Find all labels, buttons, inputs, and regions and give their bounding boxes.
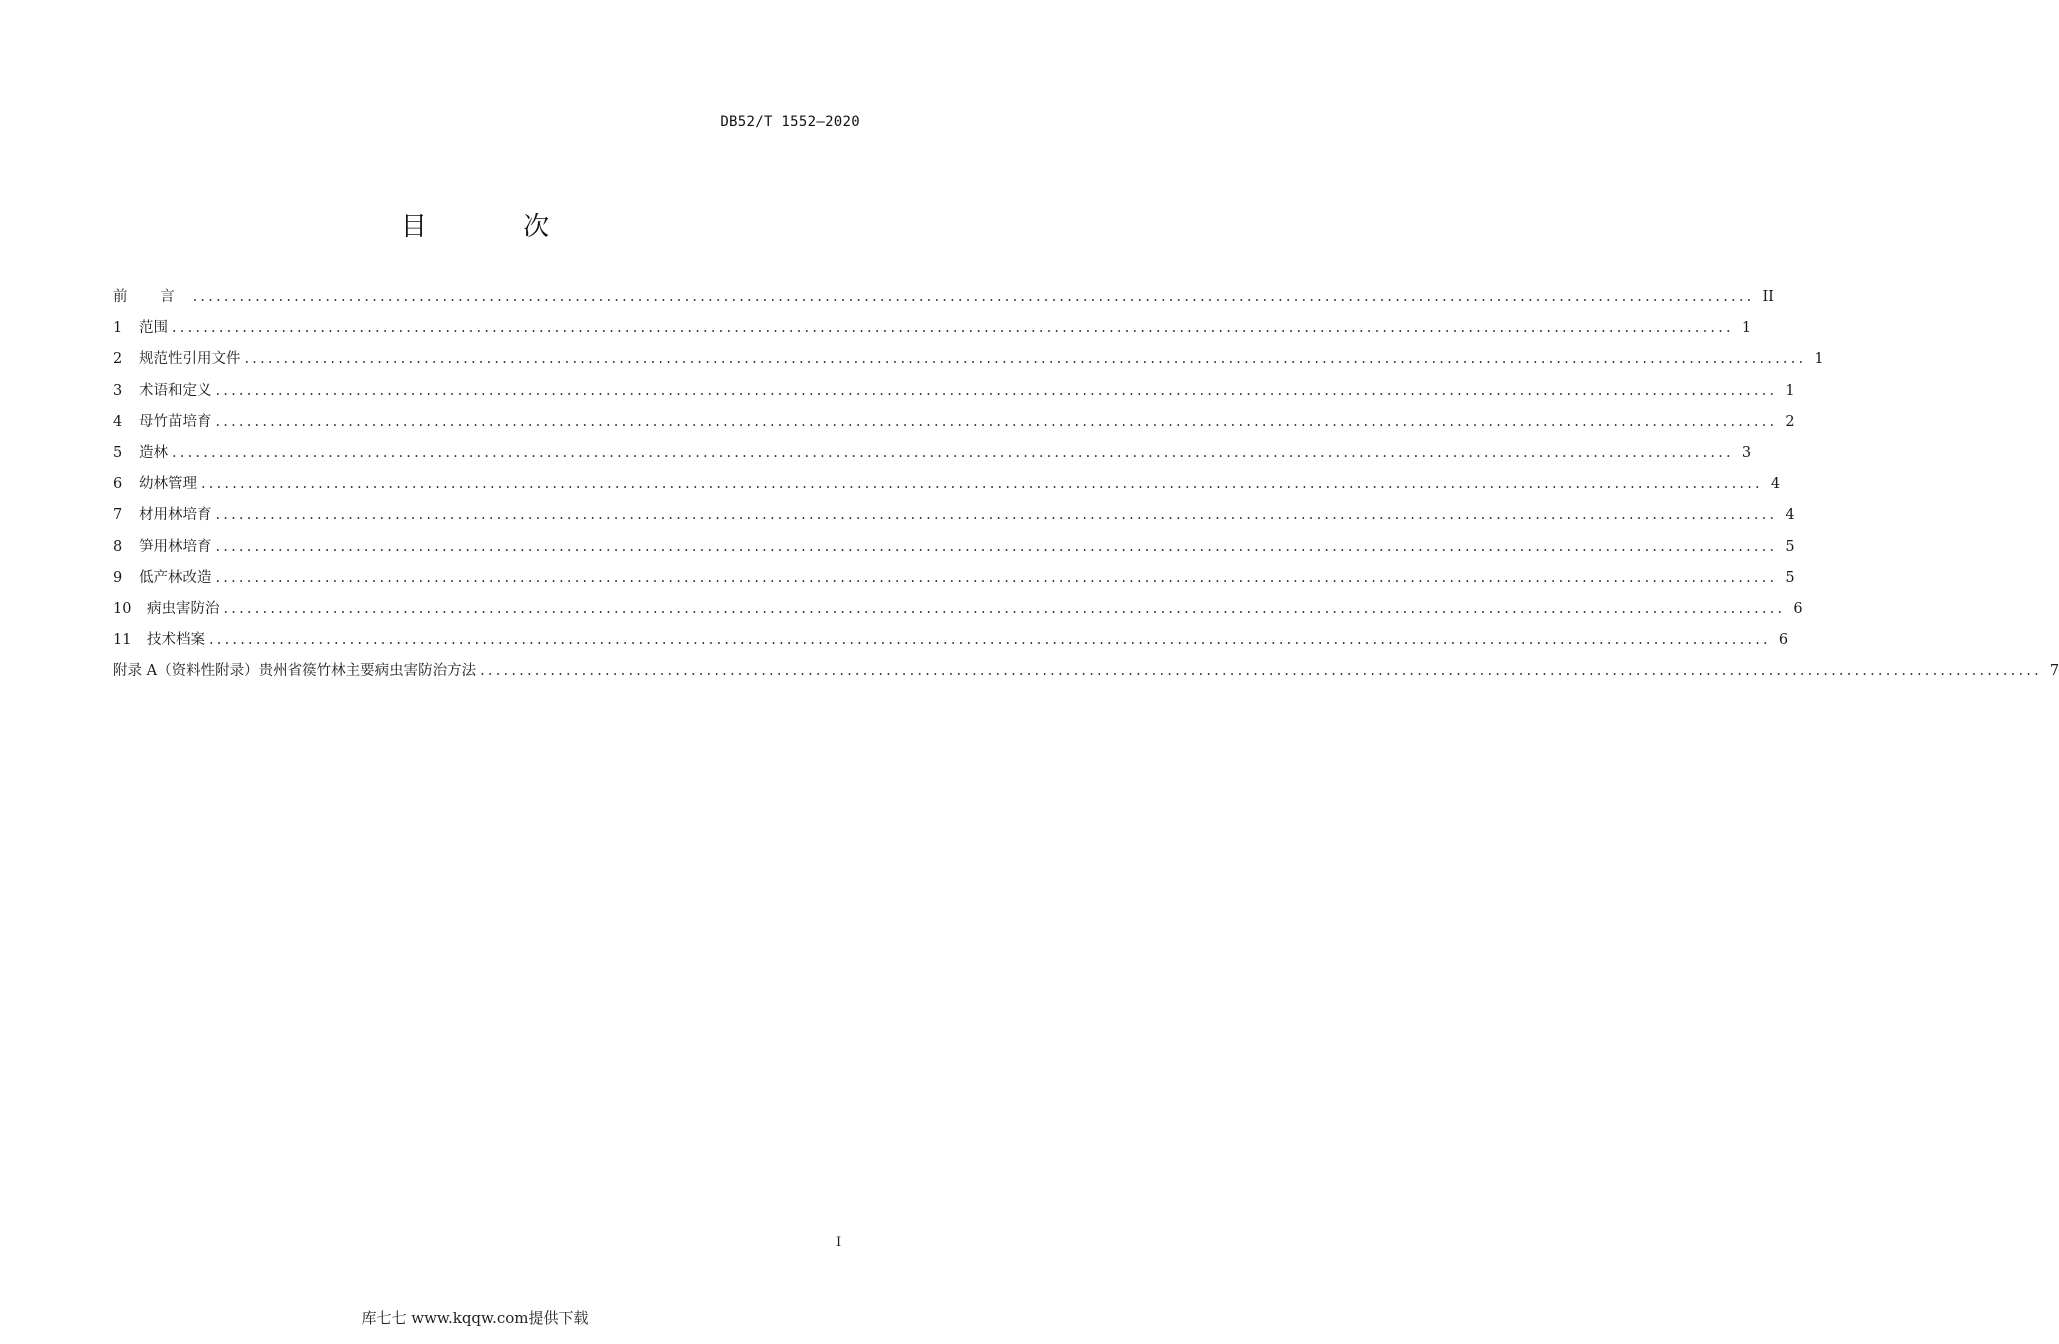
toc-entry-title: 范围 [139, 320, 168, 337]
page-number: I [836, 1235, 842, 1250]
toc-entry[interactable] [113, 348, 1824, 379]
toc-entry-title: 造林 [139, 444, 168, 461]
toc-entry-page: 3 [1741, 444, 1752, 461]
toc-entry-page: 1 [1785, 382, 1795, 399]
toc-entry-number: 6 [113, 476, 123, 493]
toc-entry-page: 1 [1814, 351, 1824, 368]
toc-entry-title: 贵州省篌竹林主要病虫害防治方法 [258, 663, 477, 680]
toc-entry[interactable] [113, 380, 1795, 411]
standard-code: DB52/T 1552—2020 [720, 114, 860, 130]
toc-leader-dots: ........................................................................................................................................................................................................ [215, 538, 1778, 555]
toc-entry[interactable] [113, 504, 1795, 535]
toc-entry-number: 2 [113, 351, 123, 368]
toc-leader-dots: ........................................................................................................................................................................................................ [223, 600, 1786, 617]
toc-entry-page: 6 [1793, 600, 1803, 617]
toc-entry-number: 4 [113, 413, 123, 430]
toc-entry-page: 5 [1785, 538, 1795, 555]
toc-entry-number: 1 [113, 320, 123, 337]
toc-entry-page: 1 [1741, 320, 1752, 337]
toc-entry-title: 幼林管理 [139, 476, 197, 493]
toc-leader-dots: ........................................................................................................................................................................................................ [215, 507, 1778, 524]
toc-entry-title: 规范性引用文件 [139, 351, 241, 368]
toc-entry[interactable] [113, 317, 1752, 348]
toc-leader-dots: ........................................................................................................................................................................................................ [192, 289, 1755, 305]
toc-entry-page: 7 [2049, 663, 2059, 680]
page-title: 目 次 [400, 212, 594, 242]
toc-entry[interactable] [113, 536, 1795, 567]
toc-leader-dots: ........................................................................................................................................................................................................ [215, 413, 1778, 430]
toc-leader-dots: ........................................................................................................................................................................................................ [244, 351, 1807, 368]
appendix-label: 附录 A（资料性附录） [113, 663, 259, 680]
toc-entry[interactable] [113, 629, 1789, 660]
toc-entry[interactable] [113, 411, 1795, 442]
toc-entry-title: 低产林改造 [139, 569, 212, 586]
table-of-contents [113, 286, 2059, 691]
toc-entry-page: 4 [1785, 507, 1795, 524]
toc-entry-number: 7 [113, 507, 123, 524]
toc-entry-title: 术语和定义 [139, 382, 212, 399]
toc-entry-page: 4 [1770, 476, 1781, 493]
toc-entry[interactable] [113, 442, 1752, 473]
toc-leader-dots: ........................................................................................................................................................................................................ [172, 444, 1734, 461]
toc-entry-title: 母竹苗培育 [139, 413, 212, 430]
footer-download-notice: 库七七 www.kqqw.com提供下载 [361, 1309, 589, 1327]
toc-entry-page: II [1762, 289, 1774, 305]
toc-entry-page: 5 [1785, 569, 1795, 586]
toc-entry-page: 2 [1785, 413, 1795, 430]
toc-entry-number: 9 [113, 569, 123, 586]
toc-entry[interactable] [113, 473, 1781, 504]
toc-leader-dots: ........................................................................................................................................................................................................ [172, 320, 1734, 337]
toc-entry-title: 技术档案 [147, 632, 205, 649]
toc-leader-dots: ........................................................................................................................................................................................................ [215, 569, 1778, 586]
toc-entry-number: 11 [113, 632, 132, 649]
toc-entry-foreword[interactable] [113, 286, 1774, 317]
toc-entry-page: 6 [1778, 632, 1789, 649]
toc-leader-dots: ........................................................................................................................................................................................................ [209, 632, 1771, 649]
toc-leader-dots: ........................................................................................................................................................................................................ [480, 663, 2042, 680]
toc-entry-number: 10 [113, 600, 132, 617]
toc-entry-appendix[interactable] [113, 660, 2059, 691]
toc-leader-dots: ........................................................................................................................................................................................................ [215, 382, 1778, 399]
toc-entry-number: 8 [113, 538, 123, 555]
toc-entry-number: 3 [113, 382, 123, 399]
toc-entry-title: 笋用林培育 [139, 538, 212, 555]
toc-entry[interactable] [113, 567, 1795, 598]
toc-entry-title: 材用林培育 [139, 507, 212, 524]
toc-entry-number: 5 [113, 444, 123, 461]
toc-entry-title: 前 言 [113, 289, 189, 305]
toc-entry-title: 病虫害防治 [147, 600, 220, 617]
toc-entry[interactable] [113, 598, 1803, 629]
toc-leader-dots: ........................................................................................................................................................................................................ [201, 476, 1763, 493]
